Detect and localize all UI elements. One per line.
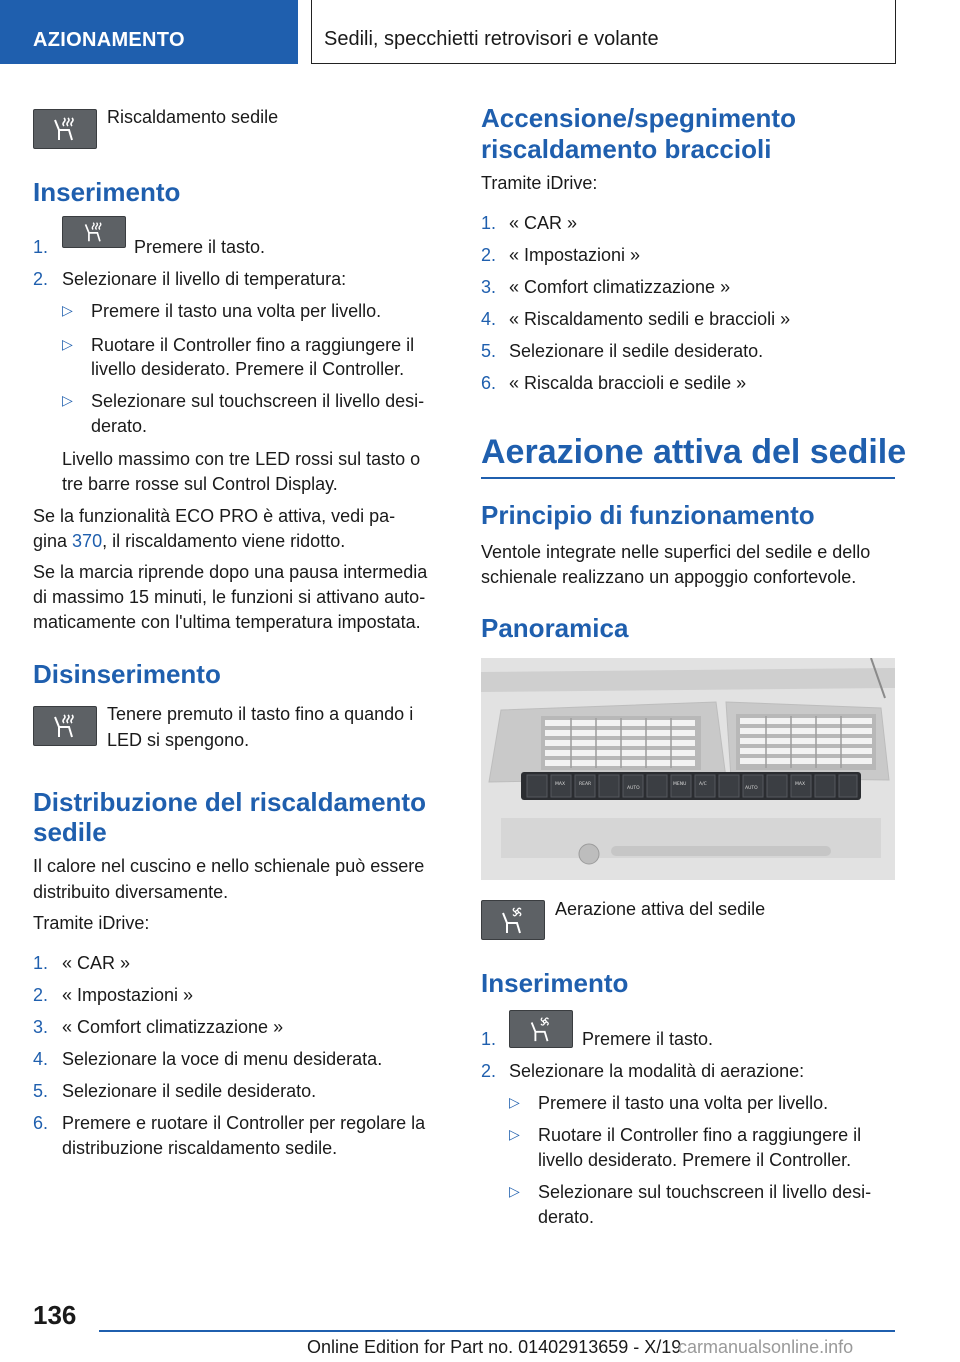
bullet-text: Ruotare il Controller fino a raggiungere il	[91, 335, 415, 355]
step-number: 6.	[481, 373, 497, 393]
seat-heating-button-icon	[33, 109, 97, 149]
step-number: 3.	[33, 1017, 49, 1037]
menu-step-text: « Comfort climatizzazione »	[62, 1017, 284, 1037]
step-number: 1.	[481, 213, 497, 233]
menu-step-text: Selezionare la voce di menu desiderata.	[62, 1049, 383, 1069]
distribuzione-intro-cont: distribuito diversamente.	[33, 882, 229, 902]
bullet-text-cont: livello desiderato. Premere il Controller.	[538, 1150, 852, 1170]
photo-button-label: REAR	[579, 782, 592, 787]
photo-button-label: MAX	[795, 782, 806, 787]
bullet-text: Selezionare sul touchscreen il livello desi-	[538, 1182, 872, 1202]
heading-inserimento: Inserimento	[33, 177, 181, 207]
menu-step-text: « Comfort climatizzazione »	[509, 277, 731, 297]
menu-step-text: « Impostazioni »	[509, 245, 641, 265]
via-idrive: Tramite iDrive:	[481, 173, 598, 193]
heading-braccioli-cont: riscaldamento braccioli	[481, 134, 772, 164]
step-number: 4.	[33, 1049, 49, 1069]
step-number: 1.	[481, 1029, 497, 1049]
step-2	[33, 266, 48, 292]
via-idrive: Tramite iDrive:	[33, 913, 150, 933]
eco-line: Se la funzionalità ECO PRO è attiva, vedi pa-	[33, 506, 396, 526]
step-1-text: Premere il tasto.	[582, 1029, 714, 1049]
bullet-text-cont: derato.	[538, 1207, 595, 1227]
menu-step-text: « CAR »	[509, 213, 578, 233]
bullet-text: Ruotare il Controller fino a raggiungere il	[538, 1125, 862, 1145]
section-tab	[0, 0, 298, 64]
footer-edition: Online Edition for Part no. 01402913659 - X/19	[307, 1337, 682, 1357]
menu-step-text: « Riscaldamento sedili e braccioli »	[509, 309, 791, 329]
step-number: 3.	[481, 277, 497, 297]
eco-line-2	[33, 528, 345, 554]
bullet-text: Premere il tasto una volta per livello.	[91, 301, 382, 321]
eco-post: , il riscaldamento viene ridotto.	[102, 531, 346, 551]
menu-step-text: Selezionare il sedile desiderato.	[62, 1081, 317, 1101]
pause-line: di massimo 15 minuti, le funzioni si attivano auto-	[33, 587, 426, 607]
step-number: 5.	[481, 341, 497, 361]
seat-heating-button-icon	[33, 706, 97, 746]
seat-heating-icon	[50, 116, 80, 142]
heading-braccioli: Accensione/spegnimento	[481, 103, 796, 133]
step-1-text: Premere il tasto.	[134, 237, 266, 257]
bullet-icon: ▷	[62, 336, 73, 352]
step-number: 6.	[33, 1113, 49, 1133]
step-number: 2.	[33, 985, 49, 1005]
note-line: tre barre rosse sul Control Display.	[62, 474, 338, 494]
step-2-text: Selezionare la modalità di aerazione:	[509, 1061, 805, 1081]
menu-step-text: « CAR »	[62, 953, 131, 973]
seat-ventilation-icon	[527, 1015, 555, 1043]
seat-heating-icon	[50, 713, 80, 739]
step-number: 4.	[481, 309, 497, 329]
heading-disinserimento: Disinserimento	[33, 659, 221, 689]
bullet-text-cont: livello desiderato. Premere il Controller.	[91, 359, 405, 379]
bullet-text: Selezionare sul touchscreen il livello desi-	[91, 391, 425, 411]
photo-button-label: MENU	[673, 782, 687, 787]
menu-step-text-cont: distribuzione riscaldamento sedile.	[62, 1138, 338, 1158]
heading-principio: Principio di funzionamento	[481, 500, 815, 530]
heading-panoramica: Panoramica	[481, 613, 629, 643]
note-line: Livello massimo con tre LED rossi sul tasto o	[62, 449, 421, 469]
disinserimento-text: Tenere premuto il tasto fino a quando i	[107, 704, 414, 724]
heading-distribuzione-cont: sedile	[33, 817, 107, 847]
disinserimento-text-cont: LED si spengono.	[107, 730, 250, 750]
photo-button-label: MAX	[555, 782, 566, 787]
pause-line: Se la marcia riprende dopo una pausa intermedia	[33, 562, 428, 582]
menu-step-text: « Impostazioni »	[62, 985, 194, 1005]
step-number: 2.	[33, 269, 49, 289]
bullet-icon: ▷	[509, 1126, 520, 1142]
heading-inserimento-aerazione: Inserimento	[481, 968, 629, 998]
step-number: 1.	[33, 237, 49, 257]
bullet-icon: ▷	[509, 1183, 520, 1199]
heading-aerazione: Aerazione attiva del sedile	[481, 433, 907, 471]
watermark: carmanualsonline.info	[678, 1337, 854, 1357]
bullet-icon: ▷	[509, 1094, 520, 1110]
step-number: 5.	[33, 1081, 49, 1101]
step-number: 2.	[481, 245, 497, 265]
seat-ventilation-button-icon	[481, 900, 545, 940]
heading-distribuzione: Distribuzione del riscaldamento	[33, 787, 426, 817]
seat-heating-icon	[81, 221, 107, 243]
menu-step-text: Selezionare il sedile desiderato.	[509, 341, 764, 361]
ventilation-icon-caption: Aerazione attiva del sedile	[555, 899, 766, 919]
distribuzione-intro: Il calore nel cuscino e nello schienale può essere	[33, 856, 425, 876]
photo-button-label: AUTO	[745, 786, 758, 791]
chapter-header	[311, 0, 896, 64]
step-1	[33, 234, 48, 260]
menu-step-text: Premere e ruotare il Controller per regolare la	[62, 1113, 426, 1133]
menu-step-text: « Riscalda braccioli e sedile »	[509, 373, 747, 393]
bullet-icon: ▷	[62, 302, 73, 318]
step-number: 1.	[33, 953, 49, 973]
pause-line: maticamente con l'ultima temperatura impostata.	[33, 612, 421, 632]
footer-rule	[99, 1330, 895, 1332]
principio-text-cont: schienale realizzano un appoggio confortevole.	[481, 567, 857, 587]
photo-button-label: AUTO	[627, 786, 640, 791]
photo-button-label: A/C	[699, 782, 707, 787]
bullet-text-cont: derato.	[91, 416, 148, 436]
seat-ventilation-icon	[498, 905, 528, 935]
dashboard-vents-photo	[481, 658, 895, 880]
page-link-370[interactable]: 370	[72, 531, 103, 551]
heating-icon-caption: Riscaldamento sedile	[107, 107, 279, 127]
title-underline	[481, 477, 895, 479]
bullet-text: Premere il tasto una volta per livello.	[538, 1093, 829, 1113]
eco-pre: gina	[33, 531, 73, 551]
principio-text: Ventole integrate nelle superfici del sedile e dello	[481, 542, 871, 562]
air-vents-illustration	[481, 658, 895, 880]
step-2-text: Selezionare il livello di temperatura:	[62, 269, 347, 289]
inline-ventilation-button	[509, 1010, 573, 1048]
chapter-title: Sedili, specchietti retrovisori e volante	[324, 28, 659, 50]
bullet-icon: ▷	[62, 392, 73, 408]
inline-heating-button	[62, 216, 126, 248]
section-title: AZIONAMENTO	[33, 29, 185, 51]
step-number: 2.	[481, 1061, 497, 1081]
page-number: 136	[33, 1300, 77, 1330]
